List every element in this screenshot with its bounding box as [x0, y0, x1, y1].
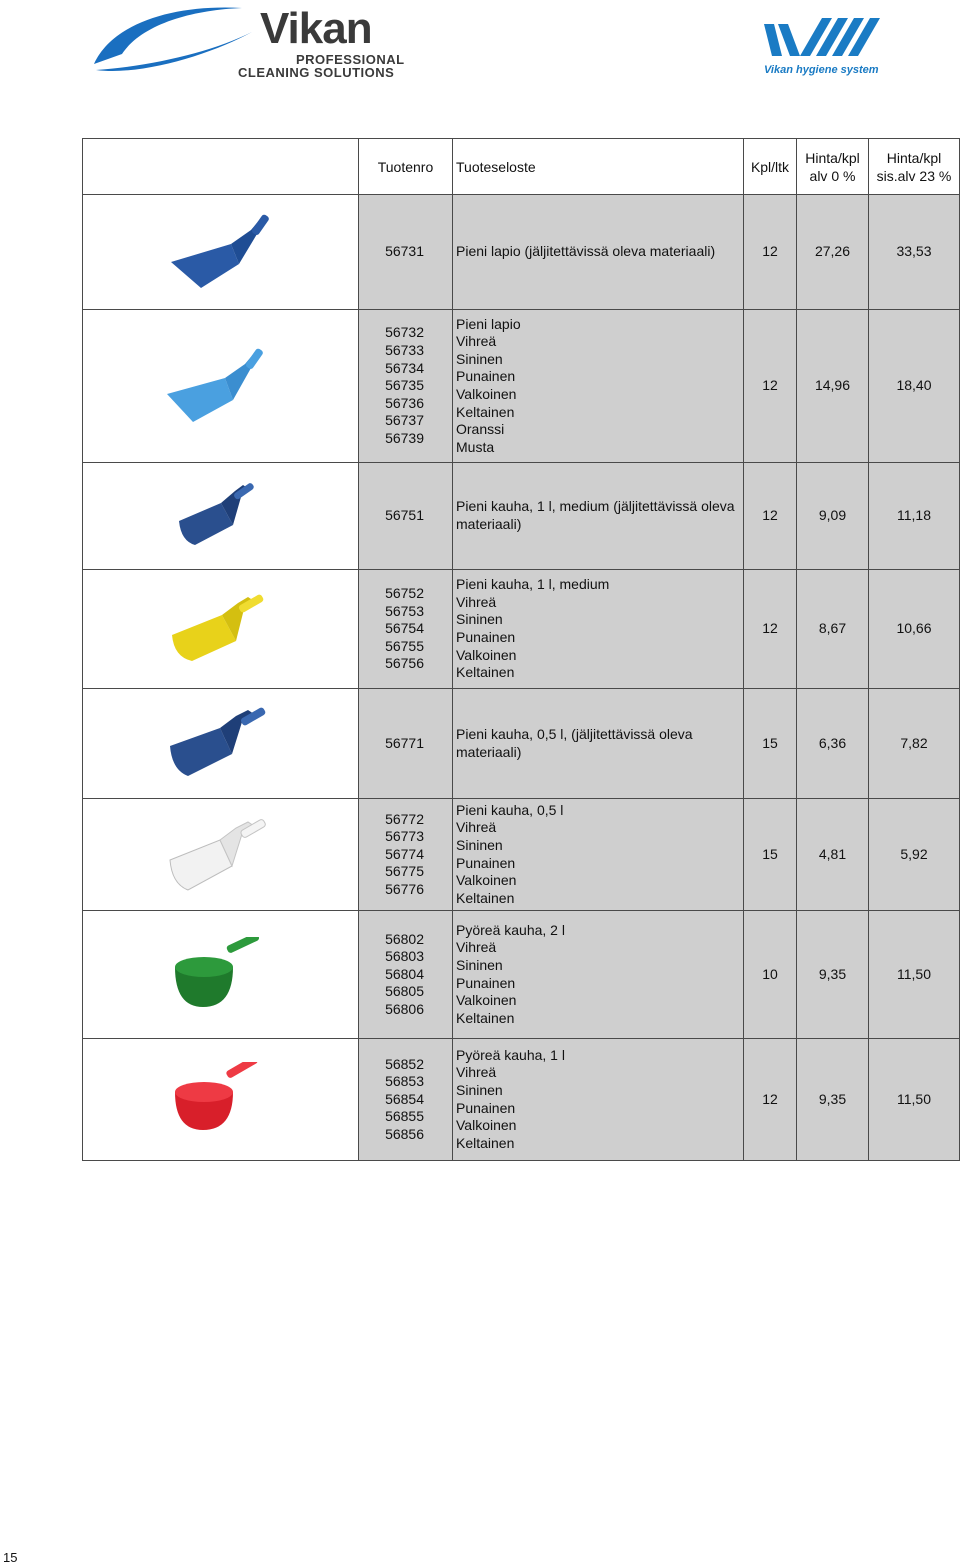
- product-description: Pieni lapio (jäljitettävissä oleva materiaali): [453, 195, 744, 310]
- product-numbers: 56802 56803 56804 56805 56806: [359, 911, 453, 1039]
- product-qty: 15: [744, 689, 797, 799]
- hygiene-system-logo: [760, 16, 900, 80]
- table-row: [83, 911, 960, 1039]
- product-qty: 12: [744, 463, 797, 570]
- yellow-scoop-icon: [166, 589, 276, 669]
- product-description: Pieni kauha, 0,5 l, (jäljitettävissä oleva materiaali): [453, 689, 744, 799]
- product-numbers: 56771: [359, 689, 453, 799]
- table-row: [83, 570, 960, 689]
- product-qty: 12: [744, 1039, 797, 1161]
- product-image: [83, 310, 359, 463]
- product-numbers: 56852 56853 56854 56855 56856: [359, 1039, 453, 1161]
- price-inc-vat: 18,40: [869, 310, 960, 463]
- brand-tagline-2: CLEANING SOLUTIONS: [238, 65, 395, 80]
- header-price-inc-vat: Hinta/kpl sis.alv 23 %: [869, 139, 960, 195]
- product-numbers: 56732 56733 56734 56735 56736 56737 56739: [359, 310, 453, 463]
- page-number: 15: [3, 1550, 18, 1565]
- product-qty: 12: [744, 195, 797, 310]
- product-description: Pyöreä kauha, 2 l Vihreä Sininen Punainen Valkoinen Keltainen: [453, 911, 744, 1039]
- price-ex-vat: 6,36: [797, 689, 869, 799]
- product-numbers: 56731: [359, 195, 453, 310]
- table-header-row: [83, 139, 960, 195]
- header-description: Tuoteseloste: [453, 139, 744, 195]
- header-price-ex-vat: Hinta/kpl alv 0 %: [797, 139, 869, 195]
- dark-blue-small-scoop-icon: [166, 704, 276, 784]
- white-small-scoop-icon: [166, 814, 276, 896]
- brand-tagline-1: PROFESSIONAL: [296, 52, 405, 67]
- table-row: [83, 799, 960, 911]
- product-table: [82, 138, 960, 1161]
- vikan-swoosh-icon: [92, 4, 262, 78]
- table-row: [83, 689, 960, 799]
- product-numbers: 56772 56773 56774 56775 56776: [359, 799, 453, 911]
- table-row: [83, 310, 960, 463]
- product-description: Pieni lapio Vihreä Sininen Punainen Valkoinen Keltainen Oranssi Musta: [453, 310, 744, 463]
- price-ex-vat: 14,96: [797, 310, 869, 463]
- price-ex-vat: 9,35: [797, 1039, 869, 1161]
- table-row: [83, 463, 960, 570]
- price-inc-vat: 7,82: [869, 689, 960, 799]
- product-image: [83, 195, 359, 310]
- price-inc-vat: 10,66: [869, 570, 960, 689]
- header-qty: Kpl/ltk: [744, 139, 797, 195]
- product-description: Pieni kauha, 1 l, medium (jäljitettävissä oleva materiaali): [453, 463, 744, 570]
- hygiene-system-icon: [760, 16, 890, 62]
- product-image: [83, 689, 359, 799]
- price-ex-vat: 9,09: [797, 463, 869, 570]
- price-ex-vat: 8,67: [797, 570, 869, 689]
- light-blue-dustpan-icon: [161, 346, 281, 426]
- header-image: [83, 139, 359, 195]
- product-image: [83, 799, 359, 911]
- product-numbers: 56752 56753 56754 56755 56756: [359, 570, 453, 689]
- green-round-scoop-icon: [171, 937, 271, 1013]
- header-product-no: Tuotenro: [359, 139, 453, 195]
- product-qty: 12: [744, 570, 797, 689]
- table-row: [83, 1039, 960, 1161]
- product-numbers: 56751: [359, 463, 453, 570]
- price-inc-vat: 33,53: [869, 195, 960, 310]
- product-qty: 12: [744, 310, 797, 463]
- blue-dustpan-icon: [161, 212, 281, 292]
- product-description: Pieni kauha, 0,5 l Vihreä Sininen Punainen Valkoinen Keltainen: [453, 799, 744, 911]
- vikan-logo: [92, 4, 432, 78]
- product-description: Pieni kauha, 1 l, medium Vihreä Sininen Punainen Valkoinen Keltainen: [453, 570, 744, 689]
- product-image: [83, 570, 359, 689]
- brand-name: Vikan: [260, 4, 372, 53]
- price-ex-vat: 4,81: [797, 799, 869, 911]
- product-image: [83, 911, 359, 1039]
- product-image: [83, 1039, 359, 1161]
- price-inc-vat: 11,50: [869, 1039, 960, 1161]
- price-ex-vat: 27,26: [797, 195, 869, 310]
- red-round-scoop-icon: [171, 1062, 271, 1138]
- price-inc-vat: 11,50: [869, 911, 960, 1039]
- product-qty: 15: [744, 799, 797, 911]
- product-qty: 10: [744, 911, 797, 1039]
- price-ex-vat: 9,35: [797, 911, 869, 1039]
- dark-blue-scoop-icon: [171, 481, 271, 551]
- product-description: Pyöreä kauha, 1 l Vihreä Sininen Punainen Valkoinen Keltainen: [453, 1039, 744, 1161]
- product-image: [83, 463, 359, 570]
- price-inc-vat: 5,92: [869, 799, 960, 911]
- table-row: [83, 195, 960, 310]
- hygiene-system-text: Vikan hygiene system: [764, 64, 879, 76]
- price-inc-vat: 11,18: [869, 463, 960, 570]
